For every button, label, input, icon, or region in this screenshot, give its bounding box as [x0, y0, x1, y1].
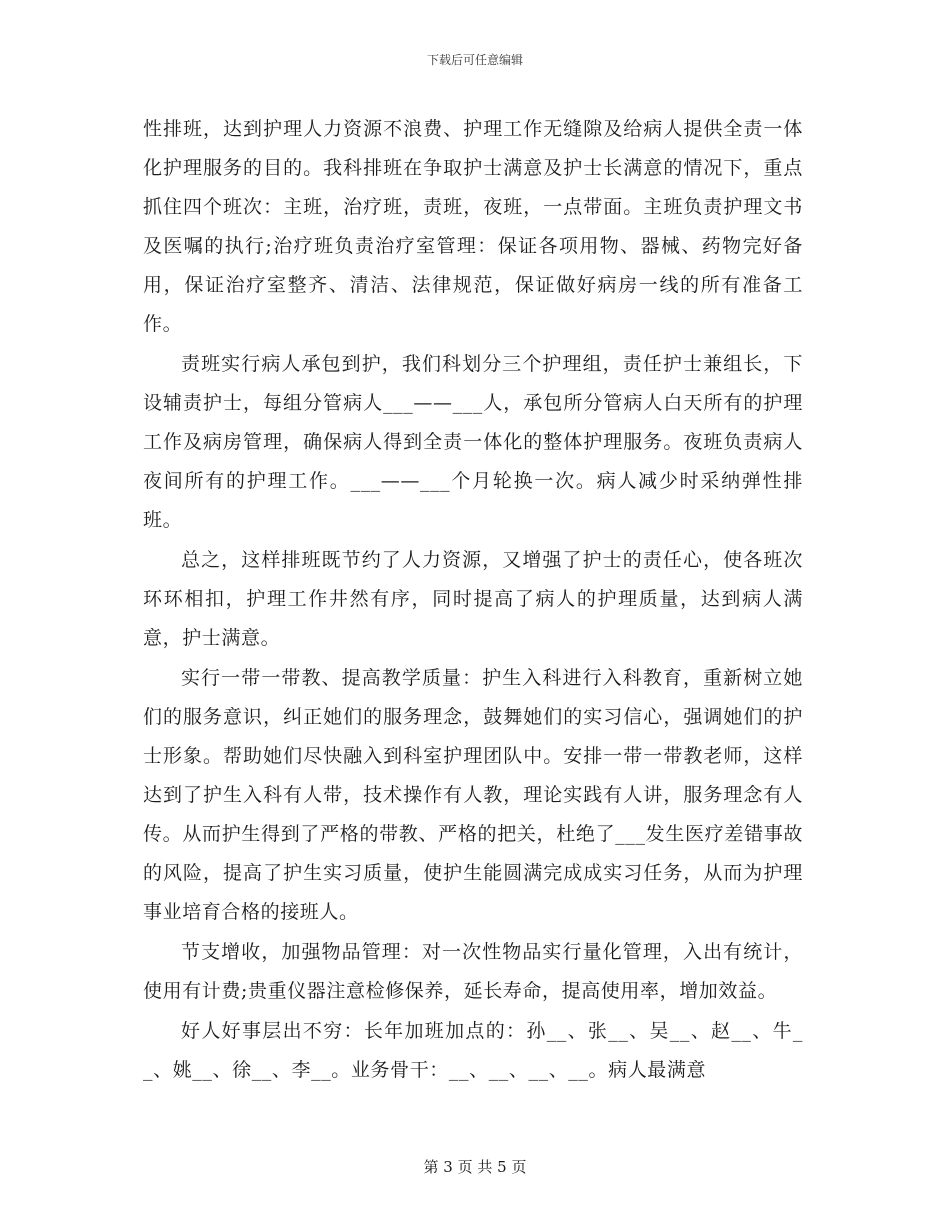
page-header: 下载后可任意编辑 — [426, 53, 523, 67]
paragraph-3: 总之，这样排班既节约了人力资源，又增强了护士的责任心，使各班次环环相扣，护理工作井然有序，同时提高了病人的护理质量，达到病人满意，护士满意。 — [143, 549, 803, 649]
page-footer: 第 3 页 共 5 页 — [423, 1158, 527, 1176]
paragraph-4: 实行一带一带教、提高教学质量：护生入科进行入科教育，重新树立她们的服务意识，纠正她们的服务理念，鼓舞她们的实习信心，强调她们的护士形象。帮助她们尽快融入到科室护理团队中。安排一带一带教老师，这样达到了护生入科有人带，技术操作有人教，理论实践有人讲，服务理念有人传。从而护生得到了严格的带教、严格的把关，杜绝了___发生医疗差错事故的风险，提高了护生实习质量，使护生能圆满完成成实习任务，从而为护理事业培育合格的接班人。 — [143, 667, 803, 923]
paragraph-1: 性排班，达到护理人力资源不浪费、护理工作无缝隙及给病人提供全责一体化护理服务的目的。我科排班在争取护士满意及护士长满意的情况下，重点抓住四个班次：主班，治疗班，责班，夜班，一点带面。主班负责护理文书及医嘱的执行;治疗班负责治疗室管理：保证各项用物、器械、药物完好备用，保证治疗室整齐、清洁、法律规范，保证做好病房一线的所有准备工作。 — [143, 118, 803, 335]
paragraph-6: 好人好事层出不穷：长年加班加点的：孙__、张__、吴__、赵__、牛__、姚__、徐__、李__。业务骨干：__、__、__、__。病人最满意 — [143, 1020, 803, 1081]
document-body — [143, 110, 803, 1091]
paragraph-2: 责班实行病人承包到护，我们科划分三个护理组，责任护士兼组长，下设辅责护士，每组分管病人___——___人，承包所分管病人白天所有的护理工作及病房管理，确保病人得到全责一体化的整体护理服务。夜班负责病人夜间所有的护理工作。___——___个月轮换一次。病人减少时采纳弹性排班。 — [143, 353, 803, 531]
paragraph-5: 节支增收，加强物品管理：对一次性物品实行量化管理，入出有统计，使用有计费;贵重仪器注意检修保养，延长寿命，提高使用率，增加效益。 — [143, 941, 803, 1002]
